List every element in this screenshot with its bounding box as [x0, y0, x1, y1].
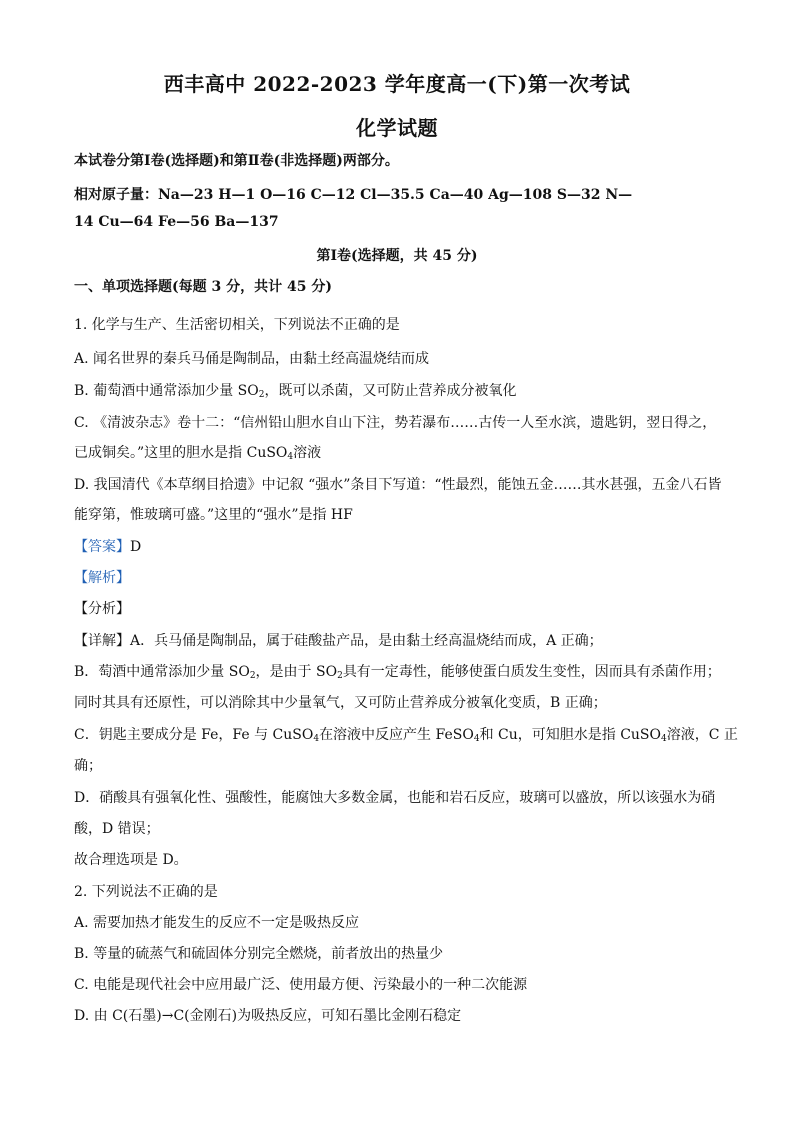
section-title: 第Ⅰ卷(选择题，共 45 分)	[316, 248, 478, 264]
detail-c-line-2: 确；	[74, 758, 102, 774]
detail-a	[74, 630, 724, 650]
q1-option-d-line-2: 能穿第，惟玻璃可盛。”这里的“强水”是指 HF	[74, 507, 353, 523]
detail-d-line-2: 酸，D 错误；	[74, 821, 160, 837]
q1-answer	[74, 536, 724, 556]
detail-b-text-1: B．萄酒中通常添加少量 SO	[74, 664, 250, 680]
subscript: 4	[473, 734, 480, 744]
q1-stem: 1. 化学与生产、生活密切相关，下列说法不正确的是	[74, 317, 400, 333]
jiexi-tag: 【解析】	[74, 570, 130, 586]
q1-option-b	[74, 380, 724, 400]
q1-option-a: A. 闻名世界的秦兵马俑是陶制品，由黏土经高温烧结而成	[74, 351, 430, 367]
detail-d-line-1: D．硝酸具有强氧化性、强酸性，能腐蚀大多数金属，也能和岩石反应，玻璃可以盛放，所以该强水为硝	[74, 790, 716, 806]
subscript: 2	[258, 390, 265, 400]
answer-tag: 【答案】	[74, 539, 130, 555]
atomic-mass-line-2: 14 Cu—64 Fe—56 Ba—137	[74, 214, 279, 230]
part-title: 一、单项选择题(每题 3 分，共计 45 分)	[74, 279, 332, 295]
detail-b-text-2: ，是由于 SO	[255, 664, 338, 680]
detail-c-text-3: 和 Cu，可知胆水是指 CuSO	[479, 727, 661, 743]
subscript: 4	[287, 452, 294, 462]
q2-stem: 2. 下列说法不正确的是	[74, 884, 218, 900]
detail-a-text: A．兵马俑是陶制品，属于硅酸盐产品，是由黏土经高温烧结而成，A 正确；	[130, 633, 603, 649]
subscript: 2	[249, 671, 256, 681]
detail-c-text-4: 溶液，C 正	[666, 727, 738, 743]
q1-c-text-pre: 已成铜矣。”这里的胆水是指 CuSO	[74, 445, 288, 461]
detail-c-text-1: C．钥匙主要成分是 Fe，Fe 与 CuSO	[74, 727, 314, 743]
subscript: 4	[313, 734, 320, 744]
subscript: 2	[337, 671, 343, 681]
q1-option-c-line-2	[74, 442, 724, 462]
fenxi-tag: 【分析】	[74, 601, 130, 617]
q1-c-text-post: 溶液	[293, 445, 322, 461]
detail-c-text-2: 在溶液中反应产生 FeSO	[319, 727, 474, 743]
conclusion: 故合理选项是 D。	[74, 852, 188, 868]
answer-value: D	[130, 539, 142, 555]
q2-option-a: A. 需要加热才能发生的反应不一定是吸热反应	[74, 915, 360, 931]
detail-b-line-2: 同时其具有还原性，可以消除其中少量氧气，又可防止营养成分被氧化变质，B 正确；	[74, 695, 607, 711]
q2-option-d: D. 由 C(石墨)→C(金刚石)为吸热反应，可知石墨比金刚石稳定	[74, 1008, 462, 1024]
subscript: 4	[661, 734, 667, 744]
exam-title: 西丰高中 2022-2023 学年度高一(下)第一次考试	[163, 72, 631, 96]
q1-option-d-line-1: D. 我国清代《本草纲目拾遗》中记叙 “强水”条目下写道：“性最烈，能蚀五金……其水甚强，五金八石皆	[74, 477, 722, 493]
q2-option-b: B. 等量的硫蒸气和硫固体分别完全燃烧，前者放出的热量少	[74, 946, 444, 962]
q1-b-text-post: ，既可以杀菌，又可防止营养成分被氧化	[264, 383, 517, 399]
detail-b-text-3: 具有一定毒性，能够使蛋白质发生变性，因而具有杀菌作用；	[342, 664, 721, 680]
detail-tag: 【详解】	[74, 633, 130, 649]
q2-option-c: C. 电能是现代社会中应用最广泛、使用最方便、污染最小的一种二次能源	[74, 977, 528, 993]
detail-c-line-1	[74, 724, 738, 744]
q1-option-c-line-1: C. 《清波杂志》卷十二：“信州铅山胆水自山下注，势若瀑布……古传一人至水滨，遗匙钥，翌日得之，	[74, 415, 717, 431]
atomic-mass-line-1: 相对原子量：Na—23 H—1 O—16 C—12 Cl—35.5 Ca—40 Ag—108 S—32 N—	[74, 187, 633, 203]
intro-note: 本试卷分第Ⅰ卷(选择题)和第Ⅱ卷(非选择题)两部分。	[74, 153, 399, 169]
q1-b-text-pre: B. 葡萄酒中通常添加少量 SO	[74, 383, 259, 399]
detail-b-line-1	[74, 661, 724, 681]
exam-subtitle: 化学试题	[356, 116, 438, 140]
